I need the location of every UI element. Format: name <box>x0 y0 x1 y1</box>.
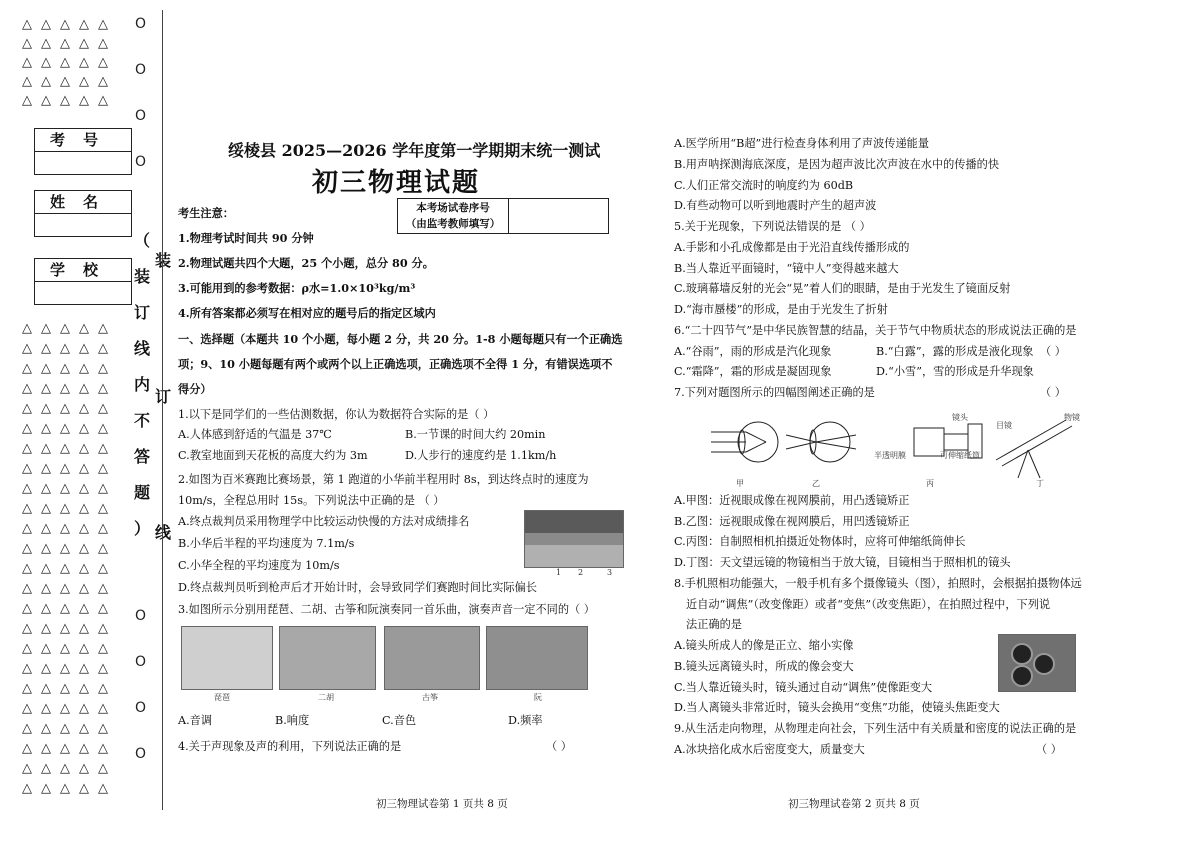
triangle-row: △△△△△ <box>22 761 117 776</box>
triangle-row: △△△△△ <box>22 381 117 396</box>
triangle-row: △△△△△ <box>22 561 117 576</box>
section-heading: 得分） <box>178 382 212 396</box>
triangle-row: △△△△△ <box>22 521 117 536</box>
triangle-row: △△△△△ <box>22 93 117 108</box>
binding-warning-char: ） <box>133 519 150 538</box>
triangle-row: △△△△△ <box>22 501 117 516</box>
binding-warning-char: 题 <box>133 483 150 502</box>
triangle-row: △△△△△ <box>22 36 117 51</box>
binding-hole: O <box>135 700 147 716</box>
figure-label: 丙 <box>926 479 934 488</box>
triangle-row: △△△△△ <box>22 661 117 676</box>
page-footer: 初三物理试卷第 2 页共 8 页 <box>788 798 920 810</box>
option: C.音色 <box>382 714 417 727</box>
guzheng-photo <box>384 626 480 690</box>
question-7: 7.下列对题图所示的四幅图阐述正确的是 <box>674 386 875 399</box>
figure-label: 物镜 <box>1064 413 1080 422</box>
option: C.玻璃幕墙反射的光会“晃”着人们的眼睛，是由于光发生了镜面反射 <box>674 282 1011 295</box>
binding-line <box>162 10 163 810</box>
triangle-row: △△△△△ <box>22 741 117 756</box>
binding-hole: O <box>135 108 147 124</box>
option: D.人步行的速度约是 1.1km/h <box>405 449 557 462</box>
figure-label: 丁 <box>1036 479 1044 488</box>
binding-line-char: 线 <box>153 520 173 543</box>
erhu-photo <box>279 626 376 690</box>
question-4: 4.关于声现象及声的利用，下列说法正确的是 <box>178 740 402 753</box>
school-label: 学校 <box>35 259 131 282</box>
answer-bracket: （ ） <box>1040 386 1066 399</box>
exam-number-label: 考号 <box>35 129 131 152</box>
triangle-row: △△△△△ <box>22 461 117 476</box>
option: D.当人离镜头非常近时，镜头会换用“变焦”功能，使镜头焦距变大 <box>674 701 1000 714</box>
seat-number-label: 本考场试卷序号 （由监考教师填写） <box>398 199 509 234</box>
notes-heading: 考生注意： <box>178 206 234 220</box>
option: B.乙图：远视眼成像在视网膜后，用凹透镜矫正 <box>674 515 910 528</box>
option: B.小华后半程的平均速度为 7.1m/s <box>178 537 355 550</box>
name-box <box>34 190 132 237</box>
option: B.响度 <box>275 714 310 727</box>
question-2: 2.如图为百米赛跑比赛场景，第 1 跑道的小华前半程用时 8s，到达终点时的速度为 <box>178 473 589 486</box>
exam-title: 绥棱县 2025—2026 学年度第一学期期末统一测试 <box>228 141 601 160</box>
option: C.小华全程的平均速度为 10m/s <box>178 559 340 572</box>
binding-hole: O <box>135 154 147 170</box>
option: A.冰块掊化成水后密度变大，质量变大 <box>674 743 865 756</box>
triangle-row: △△△△△ <box>22 55 117 70</box>
question-8-cont: 法正确的是 <box>686 618 742 631</box>
option: B.“白露”，露的形成是液化现象 <box>876 345 1034 358</box>
answer-bracket: （ ） <box>546 740 572 753</box>
exam-number-field[interactable] <box>35 152 131 174</box>
option: C.人们正常交流时的响度约为 60dB <box>674 179 854 192</box>
option: A.镜头所成人的像是正立、缩小实像 <box>674 639 854 652</box>
triangle-row: △△△△△ <box>22 441 117 456</box>
triangle-row: △△△△△ <box>22 421 117 436</box>
note-item: 2.物理试题共四个大题，25 个小题，总分 80 分。 <box>178 256 434 270</box>
instrument-label: 琵琶 <box>214 693 230 702</box>
figure-label: 目镜 <box>996 421 1012 430</box>
option: D.频率 <box>508 714 543 727</box>
question-8: 8.手机照相功能强大，一般手机有多个摄像镜头（图），拍照时，会根据拍摄物体远 <box>674 577 1082 590</box>
option: A.医学所用“B超”进行检查身体利用了声波传递能量 <box>674 137 930 150</box>
option: A.人体感到舒适的气温是 37℃ <box>178 428 332 441</box>
question-6: 6.“二十四节气”是中华民族智慧的结晶，关于节气中物质状态的形成说法正确的是 <box>674 324 1077 337</box>
figure-label: 乙 <box>812 479 820 488</box>
question-2-cont: 10m/s，全程总用时 15s。下列说法中正确的是 （ ） <box>178 494 445 507</box>
section-heading: 一、选择题（本题共 10 个小题，每小题 2 分，共 20 分。1-8 小题每题只有一个正确选 <box>178 332 623 346</box>
triangle-row: △△△△△ <box>22 541 117 556</box>
triangle-row: △△△△△ <box>22 321 117 336</box>
option: D.“小雪”，雪的形成是升华现象 <box>876 365 1034 378</box>
exam-number-box <box>34 128 132 175</box>
binding-warning-char: 答 <box>133 447 150 466</box>
lane-label: 2 <box>578 568 584 577</box>
option: B.用声呐探测海底深度，是因为超声波比次声波在水中的传播的快 <box>674 158 1000 171</box>
binding-warning-char: 订 <box>133 303 150 322</box>
binding-hole: O <box>135 62 147 78</box>
option: B.当人靠近平面镜时，“镜中人”变得越来越大 <box>674 262 899 275</box>
option: A.“谷雨”，雨的形成是汽化现象 <box>674 345 832 358</box>
lane-label: 3 <box>607 568 613 577</box>
instrument-label: 二胡 <box>318 693 334 702</box>
binding-hole: O <box>135 746 147 762</box>
figure-label: 镜头 <box>952 413 968 422</box>
triangle-row: △△△△△ <box>22 17 117 32</box>
optics-figure <box>706 410 1086 480</box>
question-8-cont: 近自动“调焦”（改变像距）或者“变焦”（改变焦距），在拍照过程中，下列说 <box>686 598 1051 611</box>
option: D.丁图：天文望远镜的物镜相当于放大镜，目镜相当于照相机的镜头 <box>674 556 1011 569</box>
figure-label: 可伸缩纸筒 <box>940 451 980 460</box>
binding-warning-char: （ <box>133 231 150 250</box>
option: C.“霜降”，霜的形成是凝固现象 <box>674 365 832 378</box>
triangle-row: △△△△△ <box>22 721 117 736</box>
question-3: 3.如图所示分别用琵琶、二胡、古筝和阮演奏同一首乐曲，演奏声音一定不同的（ ） <box>178 603 595 616</box>
seat-number-box <box>397 198 609 234</box>
option: D.终点裁判员听到枪声后才开始计时，会导致同学们赛跑时间比实际偏长 <box>178 581 537 594</box>
phone-camera-photo <box>998 634 1076 692</box>
option: C.丙图：自制照相机拍摄近处物体时，应将可伸缩纸筒伸长 <box>674 535 966 548</box>
binding-hole: O <box>135 654 147 670</box>
instrument-label: 阮 <box>534 693 542 702</box>
option: C.教室地面到天花板的高度大约为 3m <box>178 449 368 462</box>
triangle-row: △△△△△ <box>22 681 117 696</box>
binding-warning-char: 内 <box>133 375 150 394</box>
note-item: 4.所有答案都必须写在相对应的题号后的指定区域内 <box>178 306 436 320</box>
triangle-row: △△△△△ <box>22 621 117 636</box>
triangle-row: △△△△△ <box>22 481 117 496</box>
school-box <box>34 258 132 305</box>
figure-label: 半透明膜 <box>874 451 906 460</box>
triangle-row: △△△△△ <box>22 581 117 596</box>
pipa-photo <box>181 626 273 690</box>
binding-warning-char: 线 <box>133 339 150 358</box>
binding-hole: O <box>135 16 147 32</box>
triangle-row: △△△△△ <box>22 341 117 356</box>
option: A.甲图：近视眼成像在视网膜前，用凸透镜矫正 <box>674 494 910 507</box>
option: C.当人靠近镜头时，镜头通过自动“调焦”使像距变大 <box>674 681 933 694</box>
triangle-row: △△△△△ <box>22 601 117 616</box>
option: A.终点裁判员采用物理学中比较运动快慢的方法对成绩排名 <box>178 515 470 528</box>
triangle-row: △△△△△ <box>22 701 117 716</box>
seat-number-field[interactable] <box>509 199 608 233</box>
subject-title: 初三物理试题 <box>312 168 481 198</box>
figure-label: 甲 <box>736 479 744 488</box>
instrument-label: 古筝 <box>422 693 438 702</box>
binding-hole: O <box>135 608 147 624</box>
page-footer: 初三物理试卷第 1 页共 8 页 <box>376 798 508 810</box>
option: A.手影和小孔成像都是由于光沿直线传播形成的 <box>674 241 910 254</box>
name-label: 姓名 <box>35 191 131 214</box>
note-item: 1.物理考试时间共 90 分钟 <box>178 231 314 245</box>
binding-warning-char: 装 <box>133 267 150 286</box>
question-9: 9.从生活走向物理，从物理走向社会，下列生活中有关质量和密度的说法正确的是 <box>674 722 1077 735</box>
note-item: 3.可能用到的参考数据：ρ水=1.0×10³kg/m³ <box>178 281 416 295</box>
option: B.一节课的时间大约 20min <box>405 428 546 441</box>
answer-bracket: （ ） <box>1036 743 1062 756</box>
section-heading: 项；9、10 小题每题有两个或两个以上正确选项，正确选项不全得 1 分，有错误选项不 <box>178 357 613 371</box>
name-field[interactable] <box>35 214 131 236</box>
option: D.“海市蜃楼”的形成，是由于光发生了折射 <box>674 303 888 316</box>
question-5: 5.关于光现象，下列说法错误的是 （ ） <box>674 220 871 233</box>
triangle-row: △△△△△ <box>22 74 117 89</box>
binding-line-char: 装 <box>153 248 173 271</box>
school-field[interactable] <box>35 282 131 304</box>
triangle-row: △△△△△ <box>22 401 117 416</box>
option: D.有些动物可以听到地震时产生的超声波 <box>674 199 877 212</box>
race-track-photo <box>524 510 624 568</box>
option: B.镜头远离镜头时，所成的像会变大 <box>674 660 854 673</box>
triangle-row: △△△△△ <box>22 641 117 656</box>
lane-label: 1 <box>556 568 562 577</box>
ruan-photo <box>486 626 588 690</box>
binding-warning-char: 不 <box>133 411 150 430</box>
answer-bracket: （ ） <box>1040 345 1066 358</box>
binding-line-char: 订 <box>153 384 173 407</box>
option: A.音调 <box>178 714 213 727</box>
question-1: 1.以下是同学们的一些估测数据，你认为数据符合实际的是（ ） <box>178 408 495 421</box>
triangle-row: △△△△△ <box>22 781 117 796</box>
triangle-row: △△△△△ <box>22 361 117 376</box>
